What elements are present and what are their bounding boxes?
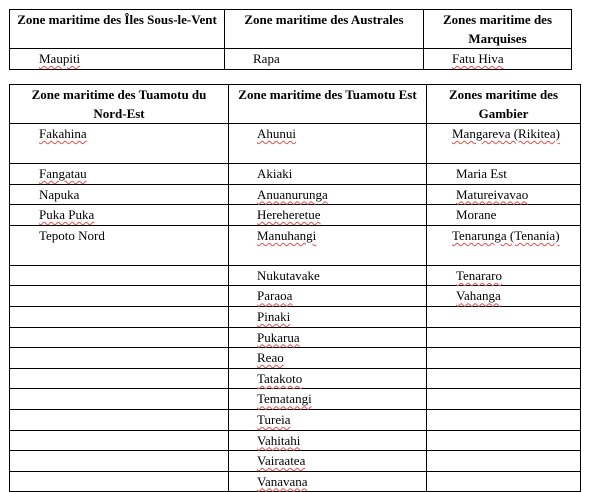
table-iles-australes-marquises: [9, 9, 572, 70]
cell-maupiti: Maupiti: [39, 51, 81, 66]
cell-nukutavake: Nukutavake: [257, 267, 320, 283]
cell-fatu-hiva: Fatu Hiva: [452, 51, 504, 66]
cell-tatakoto: Tatakoto: [257, 370, 303, 386]
table-row: [10, 286, 581, 307]
table-row: [10, 184, 581, 205]
cell-vairaatea: Vairaatea: [257, 453, 306, 469]
cell-maria-est: Maria Est: [456, 166, 507, 181]
table-row: [10, 164, 581, 185]
cell-rapa: Rapa: [253, 51, 280, 66]
table-row: [10, 348, 581, 369]
cell-hereheretue: Hereheretue: [257, 207, 321, 223]
cell-paraoa: Paraoa: [257, 288, 293, 304]
table-row: [10, 368, 581, 389]
table-header-row: [10, 10, 572, 49]
cell-reao: Reao: [257, 350, 284, 366]
cell-tepoto-nord: Tepoto Nord: [39, 227, 105, 243]
cell-vahanga: Vahanga: [456, 288, 501, 304]
table-row: [10, 205, 581, 226]
cell-pinaki: Pinaki: [257, 308, 291, 324]
cell-akiaki: Akiaki: [257, 166, 293, 181]
header-tuamotu-nord-est: Zone maritime des Tuamotu du Nord-Est: [10, 85, 229, 124]
header-marquises: Zones maritime des Marquises: [424, 10, 572, 49]
table-row: [10, 430, 581, 451]
cell-fakahina: Fakahina: [39, 126, 87, 141]
cell-anuanurunga: Anuanurunga: [257, 186, 328, 202]
cell-matureivavao: Matureivavao: [456, 186, 529, 202]
header-iles-sous-le-vent: Zone maritime des Îles Sous-le-Vent: [10, 10, 225, 49]
header-australes: Zone maritime des Australes: [225, 10, 424, 49]
cell-vahitahi: Vahitahi: [257, 432, 301, 448]
cell-tenararo: Tenararo: [456, 267, 503, 283]
cell-puka-puka: Puka Puka: [39, 207, 95, 223]
table-row: [10, 471, 581, 492]
cell-vanavana: Vanavana: [257, 473, 308, 489]
table-tuamotu-gambier: [9, 84, 581, 492]
cell-fangatau: Fangatau: [39, 166, 87, 181]
header-tuamotu-est: Zone maritime des Tuamotu Est: [229, 85, 427, 124]
table-row: [10, 124, 581, 164]
cell-pukarua: Pukarua: [257, 329, 300, 345]
cell-morane: Morane: [456, 207, 497, 223]
table-row: [10, 409, 581, 430]
cell-ahunui: Ahunui: [257, 126, 296, 141]
cell-tenarunga: Tenarunga (Tenania): [452, 227, 560, 243]
table-row: [10, 265, 581, 286]
table-row: [10, 49, 572, 70]
table-row: [10, 389, 581, 410]
table-row: [10, 225, 581, 265]
cell-tureia: Tureia: [257, 411, 291, 427]
table-row: [10, 451, 581, 472]
table-header-row: [10, 85, 581, 124]
cell-mangareva: Mangareva (Rikitea): [452, 126, 560, 141]
header-gambier: Zones maritime des Gambier: [427, 85, 581, 124]
cell-manuhangi: Manuhangi: [257, 227, 317, 243]
cell-napuka: Napuka: [39, 186, 80, 202]
table-row: [10, 306, 581, 327]
cell-tematangi: Tematangi: [257, 391, 312, 407]
table-row: [10, 327, 581, 348]
